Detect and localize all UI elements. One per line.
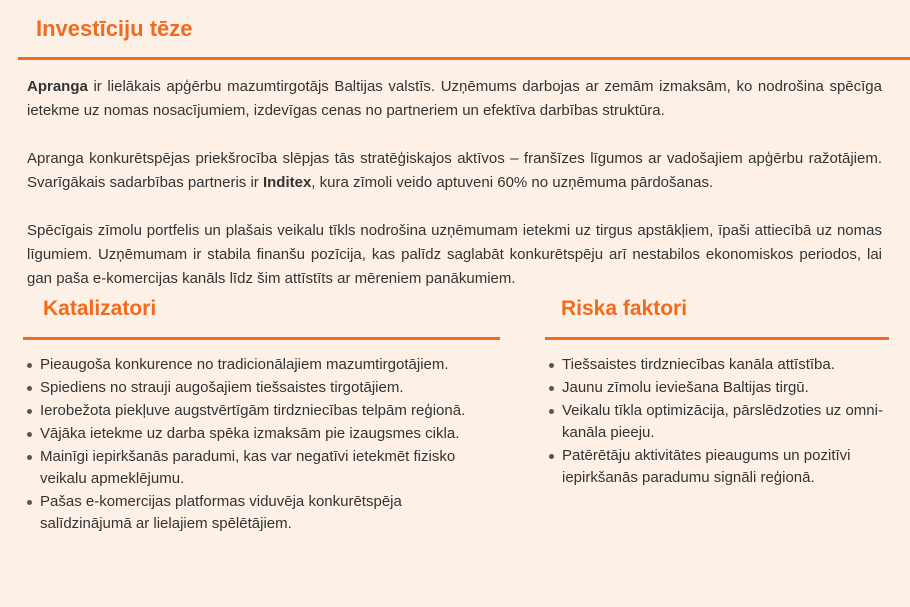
thesis-section bbox=[27, 75, 882, 315]
catalyst-item: Pašas e-komercijas platformas viduvēja konkurētspēja salīdzinājumā ar lielajiem spēlētājiem. bbox=[23, 491, 488, 535]
risk-item: Jaunu zīmolu ieviešana Baltijas tirgū. bbox=[545, 377, 885, 399]
catalyst-item: Mainīgi iepirkšanās paradumi, kas var negatīvi ietekmēt fizisko veikalu apmeklējumu. bbox=[23, 446, 488, 490]
title-divider bbox=[18, 57, 910, 60]
catalyst-item: Vājāka ietekme uz darba spēka izmaksām pie izaugsmes cikla. bbox=[23, 423, 488, 445]
catalyst-item: Ierobežota piekļuve augstvērtīgām tirdzniecības telpām reģionā. bbox=[23, 400, 488, 422]
risks-divider bbox=[545, 337, 889, 340]
catalysts-list bbox=[23, 354, 488, 536]
catalysts-title: Katalizatori bbox=[43, 297, 157, 320]
risks-title: Riska faktori bbox=[561, 297, 688, 320]
thesis-paragraph-1-text: ir lielākais apģērbu mazumtirgotājs Baltijas valstīs. Uzņēmums darbojas ar zemām izmaksām, ko nodrošina spēcīga ietekme uz nomas nosacījumiem, izdevīgas cenas no partneriem un efektīva darbības struktūra. bbox=[27, 78, 882, 119]
risk-item: Patērētāju aktivitātes pieaugums un pozitīvi iepirkšanās paradumu signāli reģionā. bbox=[545, 445, 885, 489]
page-title: Investīciju tēze bbox=[36, 16, 193, 41]
company-name: Apranga bbox=[27, 78, 88, 95]
thesis-paragraph-1 bbox=[27, 75, 882, 123]
thesis-paragraph-3: Spēcīgais zīmolu portfelis un plašais veikalu tīkls nodrošina uzņēmumam ietekmi uz tirgus apstākļiem, īpaši attiecībā uz nomas līgumiem. Uzņēmumam ir stabila finanšu pozīcija, kas palīdz saglabāt konkurētspēju arī nestabilos ekonomiskos periodos, lai gan paša e-komercijas kanāls līdz šim attīstīts ar mēreniem panākumiem. bbox=[27, 222, 882, 287]
risks-list bbox=[545, 354, 885, 490]
partner-name: Inditex bbox=[262, 174, 312, 191]
risk-item: Veikalu tīkla optimizācija, pārslēdzoties uz omni-kanāla pieeju. bbox=[545, 400, 885, 444]
risk-item: Tiešsaistes tirdzniecības kanāla attīstība. bbox=[545, 354, 885, 376]
thesis-paragraph-2 bbox=[27, 147, 882, 195]
thesis-paragraph-2-text-after: , kura zīmoli veido aptuveni 60% no uzņēmuma pārdošanas. bbox=[311, 174, 714, 191]
thesis-paragraph-2-text-before: Apranga konkurētspējas priekšrocība slēpjas tās stratēģiskajos aktīvos – franšīzes līgumos ar vadošajiem apģērbu ražotājiem. Svarīgākais sadarbības partneris ir bbox=[27, 150, 882, 191]
catalyst-item: Pieaugoša konkurence no tradicionālajiem mazumtirgotājiem. bbox=[23, 354, 488, 376]
catalysts-divider bbox=[23, 337, 500, 340]
catalyst-item: Spiediens no strauji augošajiem tiešsaistes tirgotājiem. bbox=[23, 377, 488, 399]
